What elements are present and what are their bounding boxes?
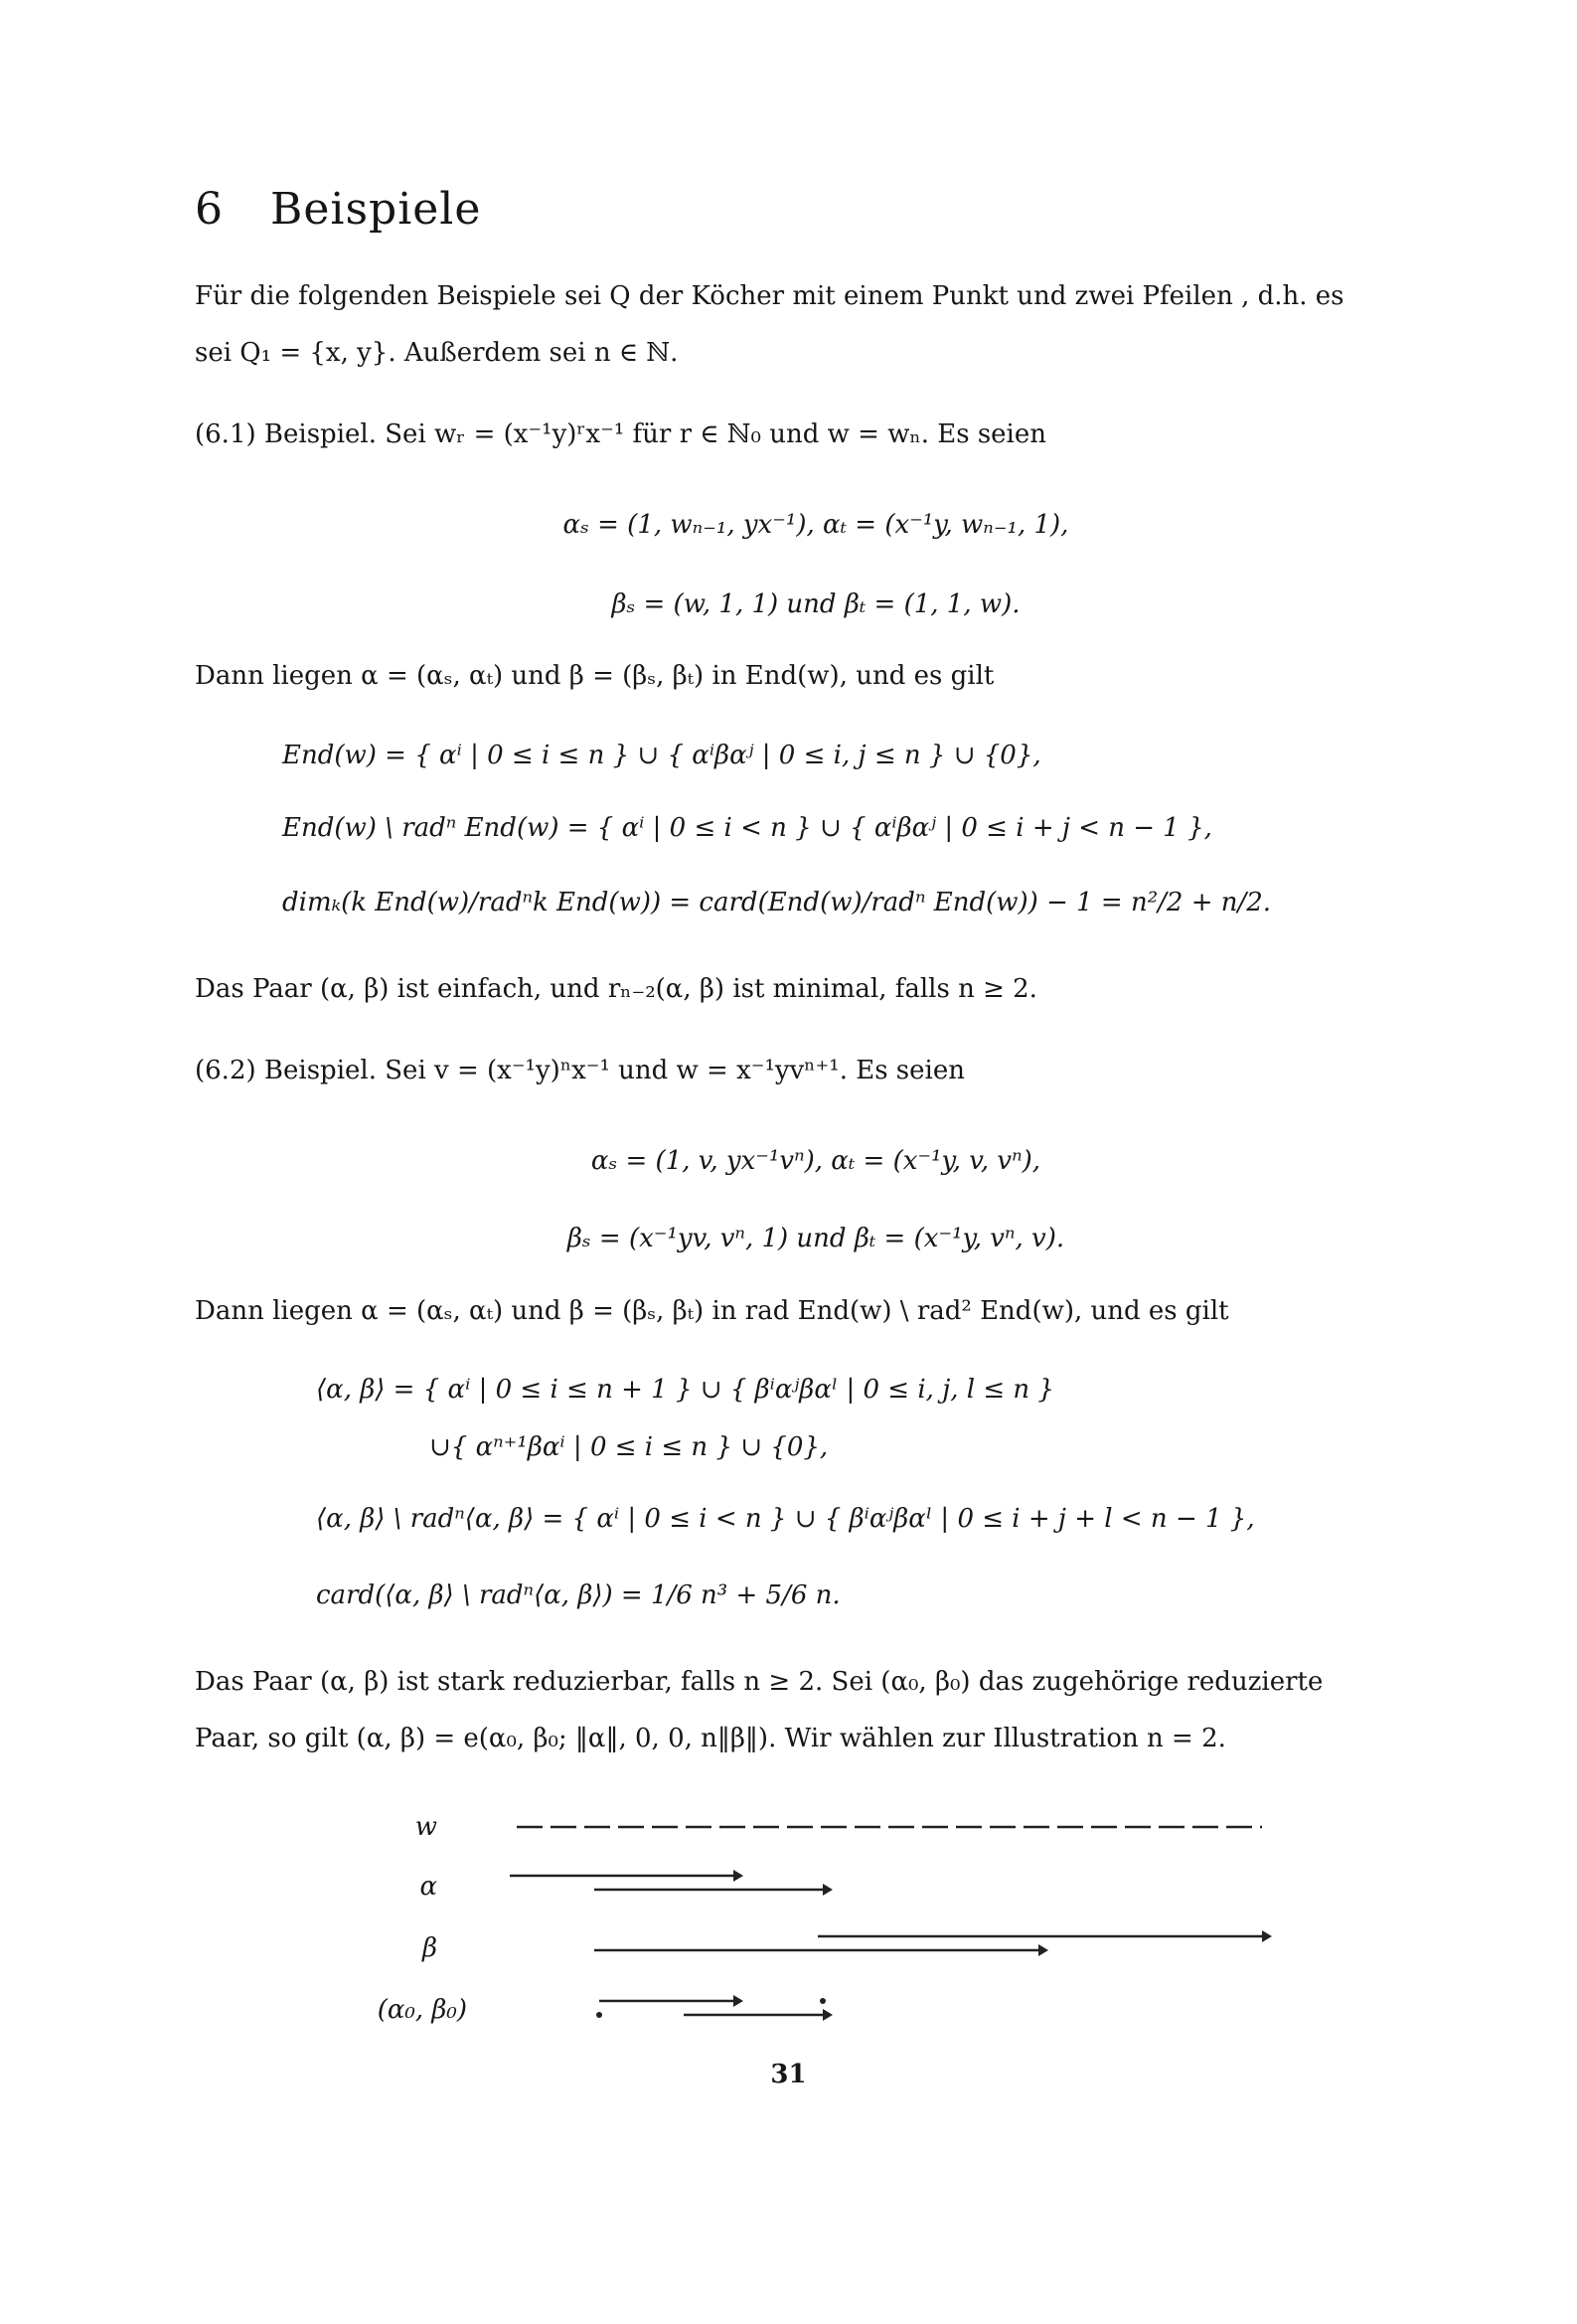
example-6-1-text: Sei wᵣ = (x⁻¹y)ʳx⁻¹ für r ∈ ℕ₀ und w = wₙ. Es seien: [385, 419, 1046, 449]
page-number: 31: [770, 2060, 807, 2089]
ex1-eq-alpha: αₛ = (1, wₙ₋₁, yx⁻¹), αₜ = (x⁻¹y, wₙ₋₁, 1),: [562, 510, 1069, 540]
diagram-label-w: w: [414, 1812, 437, 1842]
diagram-beta-arrow-2: [1038, 1944, 1048, 1956]
ex2-eq-card: card(⟨α, β⟩ \ radⁿ⟨α, β⟩) = 1/6 n³ + 5/6 n.: [316, 1580, 841, 1610]
example-6-2-heading: (6.2) Beispiel.: [195, 1056, 377, 1085]
ex2-eq-beta: βₛ = (x⁻¹yv, vⁿ, 1) und βₜ = (x⁻¹y, vⁿ, v).: [566, 1224, 1065, 1253]
example-6-2-text: Sei v = (x⁻¹y)ⁿx⁻¹ und w = x⁻¹yvⁿ⁺¹. Es seien: [385, 1056, 965, 1085]
ex2-eq-set-2: ∪{ αⁿ⁺¹βαⁱ | 0 ≤ i ≤ n } ∪ {0},: [429, 1432, 829, 1462]
ex2-eq-alpha: αₛ = (1, v, yx⁻¹vⁿ), αₜ = (x⁻¹y, v, vⁿ),: [590, 1146, 1041, 1176]
ex1-eq-beta: βₛ = (w, 1, 1) und βₜ = (1, 1, w).: [611, 589, 1021, 619]
intro-line-2: sei Q₁ = {x, y}. Außerdem sei n ∈ ℕ.: [195, 338, 679, 368]
diagram-alpha0-arrow-1: [733, 1995, 743, 2007]
ex1-eq-dim: dimₖ(k End(w)/radⁿk End(w)) = card(End(w)/radⁿ End(w)) − 1 = n²/2 + n/2.: [282, 888, 1272, 917]
diagram-alpha-arrow-1: [733, 1870, 743, 1882]
diagram-label-alpha: α: [419, 1872, 437, 1902]
example-6-1-heading: (6.1) Beispiel.: [195, 419, 377, 449]
ex2-eq-set-1: ⟨α, β⟩ = { αⁱ | 0 ≤ i ≤ n + 1 } ∪ { βⁱαʲβαˡ | 0 ≤ i, j, l ≤ n }: [316, 1375, 1054, 1405]
ex2-conclusion-2: Paar, so gilt (α, β) = e(α₀, β₀; ‖α‖, 0, 0, n‖β‖). Wir wählen zur Illustration n = 2.: [195, 1724, 1226, 1753]
ex1-eq-end-rad: End(w) \ radⁿ End(w) = { αⁱ | 0 ≤ i < n } ∪ { αⁱβαʲ | 0 ≤ i + j < n − 1 },: [282, 813, 1212, 843]
ex2-conclusion-1: Das Paar (α, β) ist stark reduzierbar, falls n ≥ 2. Sei (α₀, β₀) das zugehörige reduzierte: [195, 1667, 1324, 1697]
ex1-eq-end: End(w) = { αⁱ | 0 ≤ i ≤ n } ∪ { αⁱβαʲ | 0 ≤ i, j ≤ n } ∪ {0},: [282, 741, 1041, 770]
ex1-conclusion: Das Paar (α, β) ist einfach, und rₙ₋₂(α, β) ist minimal, falls n ≥ 2.: [195, 974, 1037, 1004]
diagram-label-beta: β: [421, 1933, 437, 1963]
section-number: 6: [195, 184, 224, 235]
diagram-alpha0-arrow-2: [823, 2009, 833, 2021]
diagram-alpha0-dot-1: [596, 2012, 602, 2018]
diagram-label-alpha0-beta0: (α₀, β₀): [377, 1995, 467, 2025]
ex2-after-text: Dann liegen α = (αₛ, αₜ) und β = (βₛ, βₜ) in rad End(w) \ rad² End(w), und es gilt: [195, 1296, 1229, 1326]
intro-line-1: Für die folgenden Beispiele sei Q der Köcher mit einem Punkt und zwei Pfeilen , d.h. es: [195, 281, 1344, 311]
ex2-eq-set-rad: ⟨α, β⟩ \ radⁿ⟨α, β⟩ = { αⁱ | 0 ≤ i < n } ∪ { βⁱαʲβαˡ | 0 ≤ i + j + l < n − 1 },: [316, 1504, 1255, 1534]
diagram-beta-arrow-1: [1262, 1930, 1272, 1942]
diagram-alpha0-dot-2: [820, 1998, 826, 2004]
ex1-after-text: Dann liegen α = (αₛ, αₜ) und β = (βₛ, βₜ) in End(w), und es gilt: [195, 661, 995, 691]
section-heading: Beispiele: [270, 184, 482, 235]
diagram-alpha-arrow-2: [823, 1884, 833, 1896]
